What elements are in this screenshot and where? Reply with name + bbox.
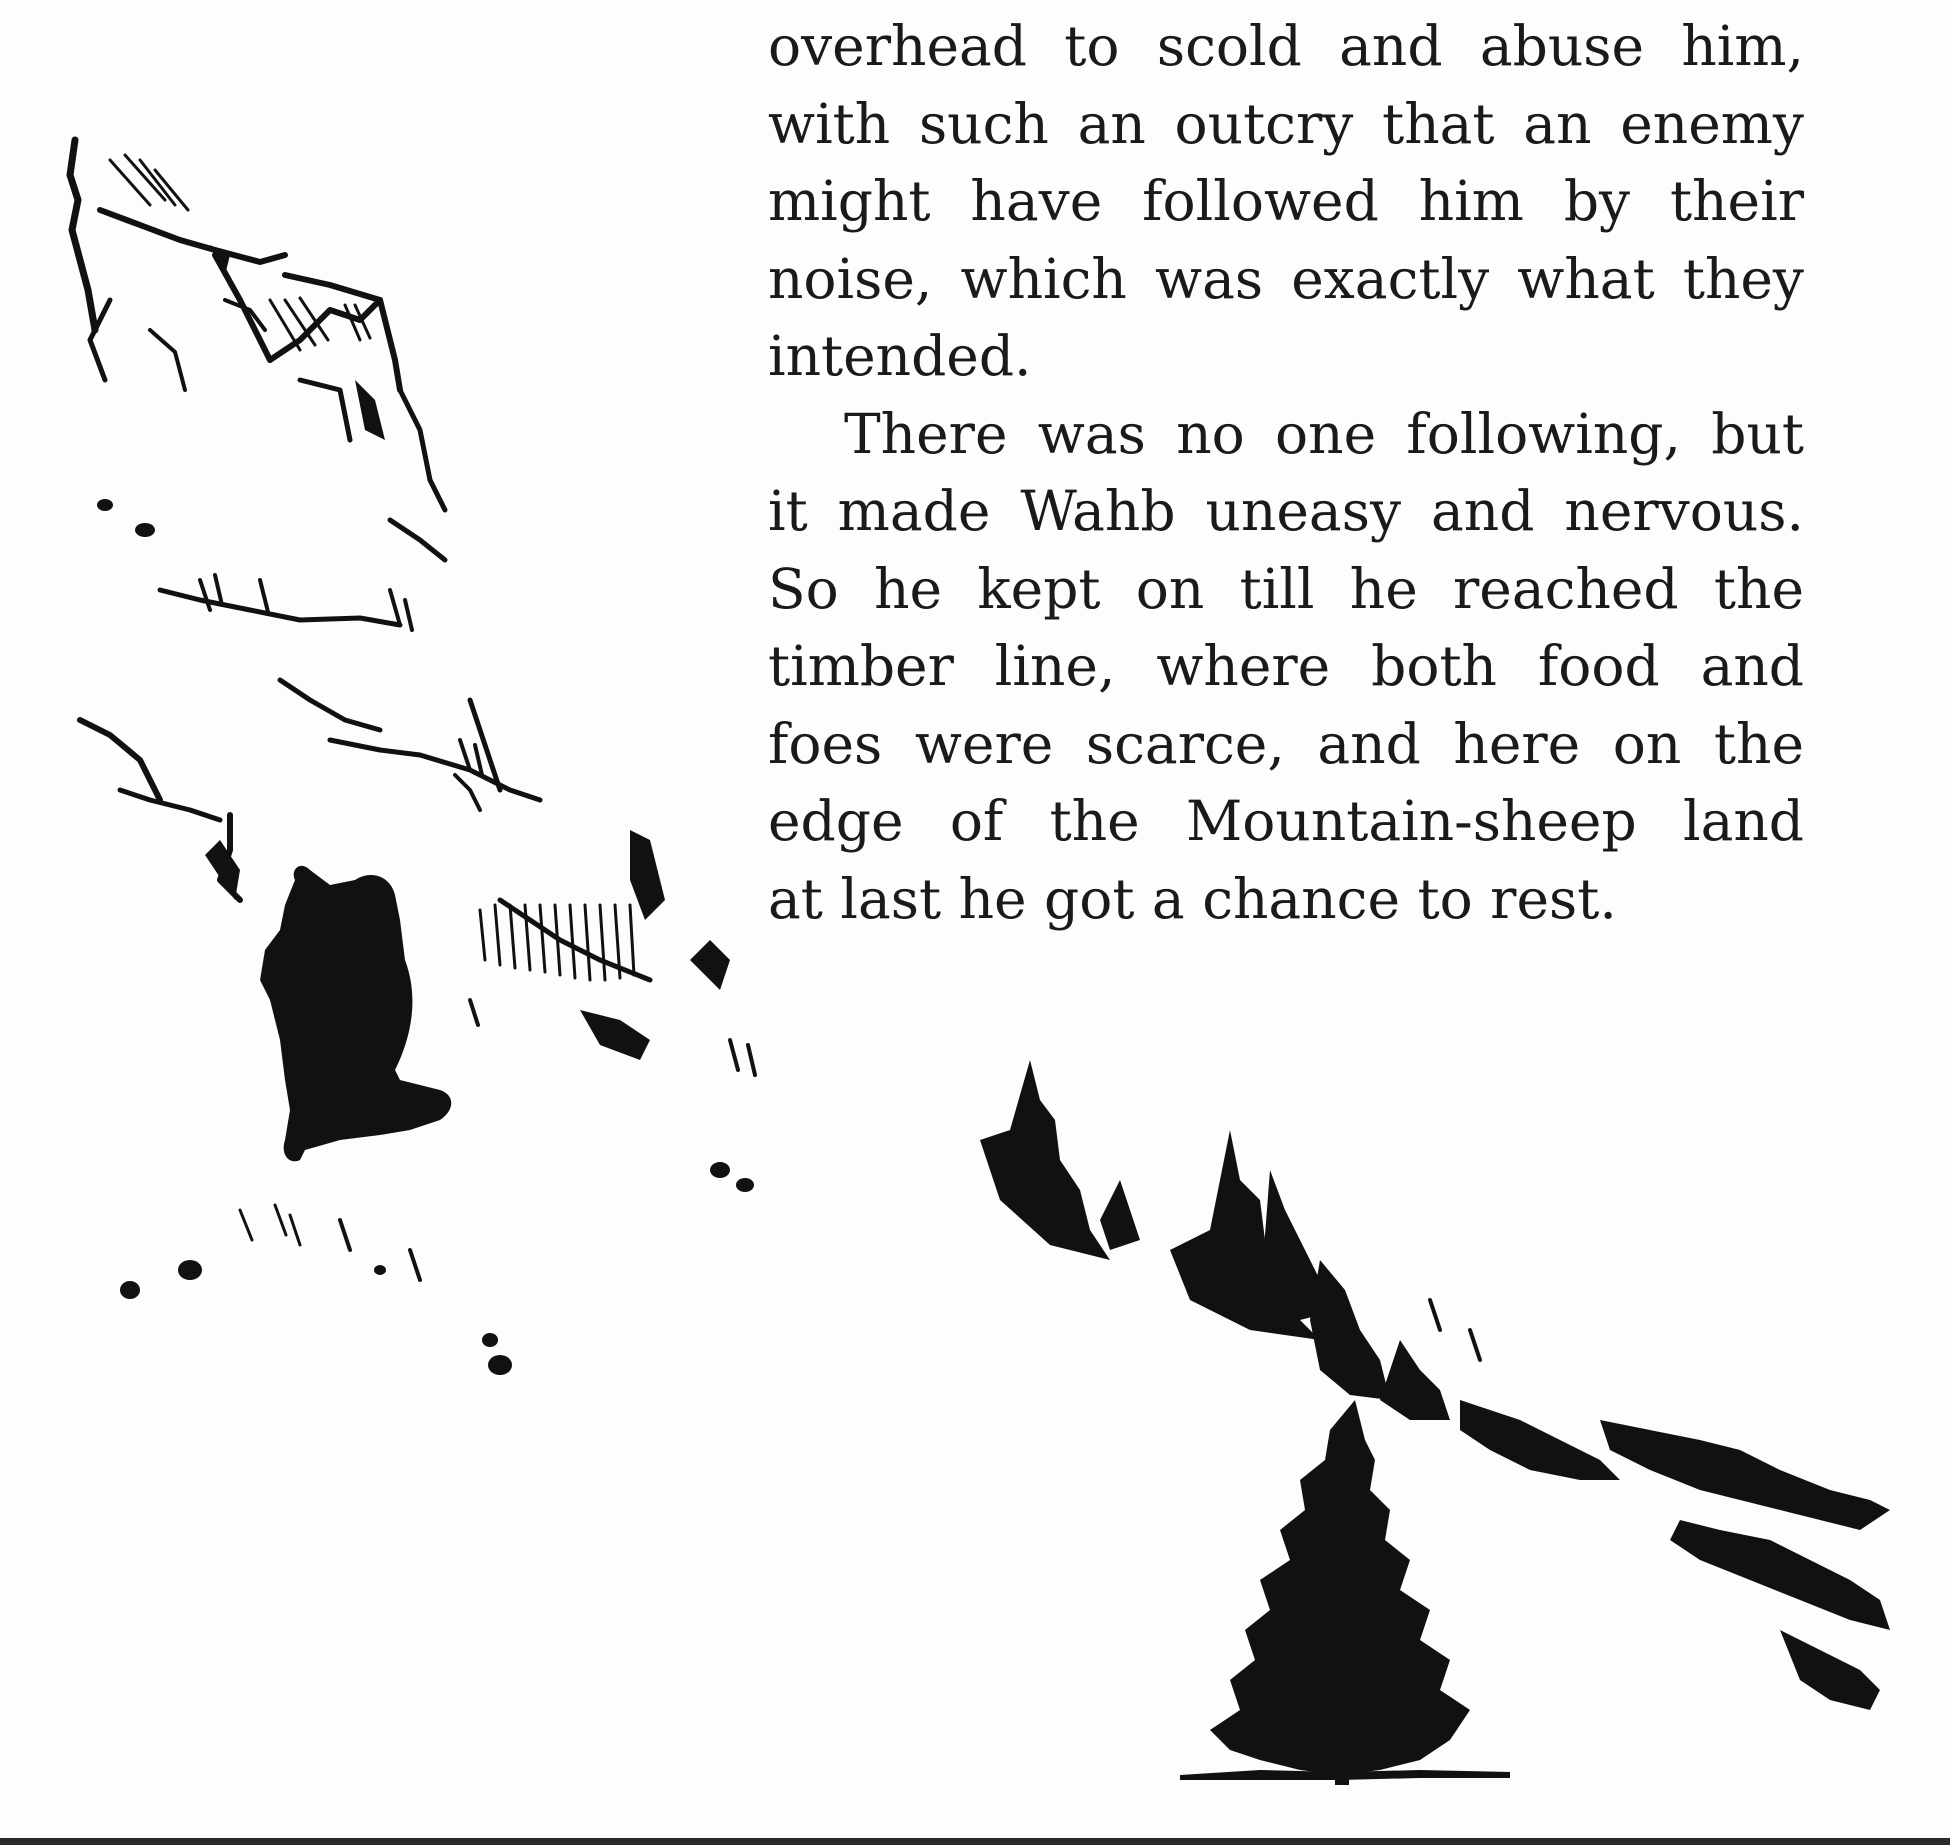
bear-cub-icon: [260, 866, 451, 1161]
text-column: [768, 8, 1804, 938]
text-line: it made Wahb uneasy and nervous.: [768, 479, 1804, 543]
text-line: So he kept on till he reached the: [768, 556, 1804, 621]
page-edge-shadow: [0, 1838, 1950, 1845]
text-line: noise, which was exactly what they: [768, 246, 1804, 311]
text-line: might have followed him by their: [768, 169, 1804, 233]
text-line: foes were scarce, and here on the: [768, 711, 1804, 776]
rock-crag-icon: [70, 140, 650, 980]
foreground-pine-tree-icon: [1180, 1400, 1510, 1785]
text-line: intended.: [768, 324, 1032, 388]
paragraph: [768, 396, 1804, 939]
text-line: with such an outcry that an enemy: [768, 91, 1804, 156]
text-line: There was no one following, but: [844, 401, 1804, 466]
text-line: overhead to scold and abuse him,: [768, 14, 1804, 78]
paragraph: [768, 8, 1804, 396]
text-line: at last he got a chance to rest.: [768, 866, 1617, 931]
text-line: edge of the Mountain-sheep land: [768, 789, 1804, 853]
pine-trees-icon: [980, 1060, 1890, 1710]
text-line: timber line, where both food and: [768, 634, 1804, 698]
